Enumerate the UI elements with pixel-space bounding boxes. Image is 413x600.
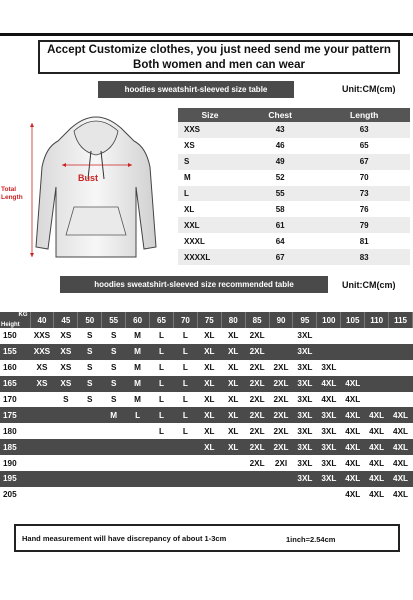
length-header: Length	[318, 108, 410, 122]
chest-cell: 61	[242, 217, 318, 233]
size-cell: XXXXL	[178, 249, 242, 265]
size-recommendation-cell	[389, 376, 413, 392]
size-recommendation-cell: 4XL	[341, 471, 365, 487]
rec-row	[0, 344, 413, 360]
size-recommendation-cell	[126, 471, 150, 487]
size-recommendation-cell: 4XL	[341, 392, 365, 408]
size-recommendation-cell	[221, 487, 245, 503]
weight-header: 110	[365, 312, 389, 328]
size-recommendation-cell: XXS	[30, 328, 54, 344]
size-recommendation-cell: M	[102, 407, 126, 423]
size-recommendation-cell: XL	[221, 344, 245, 360]
length-cell: 70	[318, 170, 410, 186]
size-recommendation-cell: 4XL	[389, 487, 413, 503]
size-recommendation-cell: L	[173, 392, 197, 408]
size-recommendation-cell: 3XL	[317, 407, 341, 423]
size-recommendation-cell: 4XL	[341, 407, 365, 423]
chest-cell: 55	[242, 186, 318, 202]
size-recommendation-cell: L	[150, 360, 174, 376]
size-recommendation-cell: S	[102, 376, 126, 392]
size-recommendation-cell	[365, 376, 389, 392]
length-cell: 83	[318, 249, 410, 265]
top-divider	[0, 33, 413, 36]
size-recommendation-cell: S	[78, 328, 102, 344]
size-recommendation-cell: 4XL	[341, 423, 365, 439]
size-recommendation-cell: XS	[54, 376, 78, 392]
size-recommendation-cell: 2XL	[269, 439, 293, 455]
size-recommendation-cell	[173, 471, 197, 487]
size-recommendation-cell	[173, 455, 197, 471]
size-recommendation-cell: L	[173, 423, 197, 439]
size-recommendation-cell: 3XL	[293, 471, 317, 487]
weight-header: 75	[197, 312, 221, 328]
size-recommendation-cell: 3XL	[317, 471, 341, 487]
size-recommendation-cell	[126, 423, 150, 439]
size-recommendation-cell: L	[150, 344, 174, 360]
size-recommendation-cell	[78, 455, 102, 471]
size-recommendation-cell	[150, 487, 174, 503]
size-recommendation-cell: 2XL	[245, 344, 269, 360]
size-recommendation-cell: XL	[197, 439, 221, 455]
size-recommendation-cell	[173, 487, 197, 503]
size-recommendation-cell: 2XL	[269, 407, 293, 423]
size-row	[178, 186, 410, 202]
size-recommendation-cell	[365, 344, 389, 360]
size-recommendation-cell: XL	[221, 328, 245, 344]
size-recommendation-cell	[269, 487, 293, 503]
size-recommendation-cell	[269, 344, 293, 360]
rec-table-unit: Unit:CM(cm)	[342, 280, 396, 290]
size-recommendation-cell	[269, 471, 293, 487]
inch-conversion-note: 1inch=2.54cm	[286, 535, 336, 544]
length-cell: 81	[318, 233, 410, 249]
weight-header: 50	[78, 312, 102, 328]
size-recommendation-cell	[78, 471, 102, 487]
rec-row	[0, 471, 413, 487]
size-recommendation-cell: 2XL	[245, 407, 269, 423]
size-recommendation-cell: 3XL	[317, 439, 341, 455]
size-recommendation-cell	[173, 439, 197, 455]
size-recommendation-cell	[54, 487, 78, 503]
length-cell: 63	[318, 122, 410, 138]
size-recommendation-cell: S	[78, 376, 102, 392]
weight-header: 115	[389, 312, 413, 328]
size-row	[178, 170, 410, 186]
size-recommendation-cell	[317, 344, 341, 360]
size-recommendation-cell	[102, 471, 126, 487]
total-label-line-2: Length	[1, 194, 23, 201]
size-recommendation-cell	[54, 423, 78, 439]
rec-table-tag: hoodies sweatshirt-sleeved size recommended table	[60, 276, 328, 293]
size-cell: S	[178, 154, 242, 170]
size-recommendation-cell	[126, 487, 150, 503]
size-recommendation-cell	[54, 471, 78, 487]
hoodie-diagram	[18, 107, 170, 265]
hoodie-illustration	[18, 107, 170, 265]
size-recommendation-cell: L	[173, 360, 197, 376]
size-recommendation-cell	[54, 439, 78, 455]
size-recommendation-cell: XL	[197, 392, 221, 408]
size-cell: M	[178, 170, 242, 186]
chest-cell: 43	[242, 122, 318, 138]
size-recommendation-cell: S	[78, 344, 102, 360]
rec-row	[0, 360, 413, 376]
chest-cell: 49	[242, 154, 318, 170]
size-recommendation-cell: S	[102, 392, 126, 408]
rec-table-header	[0, 312, 413, 328]
size-recommendation-cell	[150, 471, 174, 487]
size-recommendation-cell	[30, 423, 54, 439]
size-recommendation-cell: 4XL	[389, 407, 413, 423]
size-recommendation-cell: 4XL	[389, 455, 413, 471]
size-recommendation-cell: 4XL	[365, 487, 389, 503]
size-row	[178, 138, 410, 154]
measurement-note	[14, 524, 400, 552]
size-recommendation-cell: S	[78, 360, 102, 376]
size-recommendation-cell: 2XL	[269, 423, 293, 439]
size-recommendation-cell	[30, 439, 54, 455]
size-recommendation-cell: 4XL	[389, 471, 413, 487]
height-cell: 175	[0, 407, 30, 423]
size-recommendation-cell: XL	[197, 423, 221, 439]
size-recommendation-cell: 4XL	[365, 407, 389, 423]
size-recommendation-cell	[341, 328, 365, 344]
size-recommendation-cell: 2XL	[245, 360, 269, 376]
rec-row	[0, 407, 413, 423]
size-recommendation-cell: 2XL	[269, 392, 293, 408]
size-recommendation-cell: 3XL	[293, 392, 317, 408]
weight-header: 95	[293, 312, 317, 328]
size-recommendation-cell	[317, 487, 341, 503]
size-recommendation-cell	[102, 455, 126, 471]
size-recommendation-cell	[341, 360, 365, 376]
size-recommendation-cell: XL	[197, 360, 221, 376]
height-cell: 170	[0, 392, 30, 408]
size-table-unit: Unit:CM(cm)	[342, 84, 396, 94]
size-recommendation-cell: XL	[221, 392, 245, 408]
rec-row	[0, 392, 413, 408]
chest-cell: 64	[242, 233, 318, 249]
size-recommendation-cell: L	[150, 376, 174, 392]
size-recommendation-cell: 2XL	[269, 376, 293, 392]
size-recommendation-cell	[197, 471, 221, 487]
total-label-line-1: Total	[1, 186, 17, 193]
size-recommendation-cell: 3XL	[293, 423, 317, 439]
height-cell: 180	[0, 423, 30, 439]
size-row	[178, 233, 410, 249]
size-table	[178, 108, 410, 265]
length-cell: 73	[318, 186, 410, 202]
chest-cell: 46	[242, 138, 318, 154]
size-header: Size	[178, 108, 242, 122]
size-recommendation-cell: XS	[30, 376, 54, 392]
height-cell: 165	[0, 376, 30, 392]
size-recommendation-cell: 4XL	[341, 487, 365, 503]
rec-row	[0, 487, 413, 503]
size-cell: XXS	[178, 122, 242, 138]
size-recommendation-cell: M	[126, 344, 150, 360]
size-recommendation-cell: L	[150, 328, 174, 344]
rec-row	[0, 376, 413, 392]
size-recommendation-cell: 4XL	[389, 439, 413, 455]
size-cell: L	[178, 186, 242, 202]
size-table-tag: hoodies sweatshirt-sleeved size table	[98, 81, 294, 98]
size-recommendation-cell	[78, 423, 102, 439]
size-recommendation-cell	[150, 439, 174, 455]
chest-cell: 52	[242, 170, 318, 186]
size-recommendation-cell: XL	[221, 423, 245, 439]
size-recommendation-cell: L	[150, 392, 174, 408]
size-recommendation-cell: 4XL	[365, 439, 389, 455]
size-recommendation-cell: 3XL	[293, 455, 317, 471]
size-table-header	[178, 108, 410, 122]
weight-header: 65	[150, 312, 174, 328]
size-recommendation-cell	[269, 328, 293, 344]
size-recommendation-cell	[389, 392, 413, 408]
chest-header: Chest	[242, 108, 318, 122]
height-label: Height	[1, 322, 20, 328]
size-cell: XL	[178, 201, 242, 217]
size-recommendation-cell: 3XL	[293, 407, 317, 423]
height-cell: 150	[0, 328, 30, 344]
height-cell: 190	[0, 455, 30, 471]
size-recommendation-cell: 3XL	[293, 328, 317, 344]
size-recommendation-cell: XS	[54, 344, 78, 360]
size-recommendation-cell: 3XL	[317, 360, 341, 376]
size-recommendation-cell	[30, 407, 54, 423]
size-recommendation-cell	[102, 439, 126, 455]
length-cell: 76	[318, 201, 410, 217]
size-row	[178, 201, 410, 217]
size-recommendation-cell	[365, 392, 389, 408]
recommended-size-table	[0, 312, 413, 503]
size-recommendation-cell: 4XL	[365, 423, 389, 439]
size-recommendation-cell	[389, 344, 413, 360]
size-recommendation-cell	[78, 407, 102, 423]
weight-header: 85	[245, 312, 269, 328]
size-recommendation-cell: L	[173, 407, 197, 423]
rec-row	[0, 455, 413, 471]
size-recommendation-cell: L	[173, 344, 197, 360]
size-recommendation-cell: S	[78, 392, 102, 408]
size-recommendation-cell: 2XL	[245, 392, 269, 408]
height-cell: 155	[0, 344, 30, 360]
size-recommendation-cell	[102, 487, 126, 503]
size-recommendation-cell: L	[173, 328, 197, 344]
size-recommendation-cell: 2XL	[245, 439, 269, 455]
size-recommendation-cell	[197, 455, 221, 471]
size-recommendation-cell	[365, 328, 389, 344]
size-recommendation-cell: 3XL	[317, 423, 341, 439]
weight-header: 100	[317, 312, 341, 328]
size-cell: XS	[178, 138, 242, 154]
size-recommendation-cell	[126, 439, 150, 455]
size-row	[178, 217, 410, 233]
weight-header: 55	[102, 312, 126, 328]
size-recommendation-cell	[341, 344, 365, 360]
height-cell: 205	[0, 487, 30, 503]
size-recommendation-cell: 2XL	[245, 376, 269, 392]
size-recommendation-cell: XXS	[30, 344, 54, 360]
size-recommendation-cell: XL	[197, 328, 221, 344]
size-row	[178, 122, 410, 138]
size-recommendation-cell	[126, 455, 150, 471]
customize-banner	[38, 40, 400, 74]
height-cell: 160	[0, 360, 30, 376]
size-recommendation-cell: XL	[221, 360, 245, 376]
size-recommendation-cell: 3XL	[293, 439, 317, 455]
size-recommendation-cell	[78, 487, 102, 503]
size-recommendation-cell: 4XL	[365, 471, 389, 487]
size-recommendation-cell: 3XL	[317, 455, 341, 471]
size-row	[178, 154, 410, 170]
size-recommendation-cell	[389, 328, 413, 344]
length-cell: 65	[318, 138, 410, 154]
size-recommendation-cell	[389, 360, 413, 376]
size-recommendation-cell	[221, 471, 245, 487]
size-recommendation-cell: S	[102, 328, 126, 344]
length-cell: 79	[318, 217, 410, 233]
weight-header: 90	[269, 312, 293, 328]
weight-header: 40	[30, 312, 54, 328]
size-recommendation-cell: L	[150, 423, 174, 439]
size-recommendation-cell	[150, 455, 174, 471]
size-recommendation-cell	[30, 487, 54, 503]
size-recommendation-cell: 4XL	[341, 376, 365, 392]
size-recommendation-cell: S	[102, 360, 126, 376]
size-recommendation-cell	[197, 487, 221, 503]
height-cell: 195	[0, 471, 30, 487]
size-recommendation-cell: 2XI	[269, 455, 293, 471]
total-length-label	[1, 186, 23, 202]
size-recommendation-cell: 3XL	[293, 376, 317, 392]
size-recommendation-cell: 2XL	[245, 455, 269, 471]
size-recommendation-cell: XL	[221, 439, 245, 455]
size-recommendation-cell: 4XL	[317, 392, 341, 408]
size-recommendation-cell: 2XL	[245, 423, 269, 439]
size-row	[178, 249, 410, 265]
size-recommendation-cell: XL	[197, 376, 221, 392]
size-recommendation-cell	[293, 487, 317, 503]
size-recommendation-cell: S	[54, 392, 78, 408]
chest-cell: 67	[242, 249, 318, 265]
weight-header: 80	[221, 312, 245, 328]
size-recommendation-cell	[54, 455, 78, 471]
size-recommendation-cell: M	[126, 328, 150, 344]
size-recommendation-cell	[78, 439, 102, 455]
size-recommendation-cell	[30, 392, 54, 408]
weight-header: 60	[126, 312, 150, 328]
size-recommendation-cell	[30, 455, 54, 471]
rec-row	[0, 439, 413, 455]
weight-header: 70	[173, 312, 197, 328]
size-recommendation-cell: 4XL	[365, 455, 389, 471]
size-recommendation-cell	[365, 360, 389, 376]
size-recommendation-cell: 2XL	[245, 328, 269, 344]
bust-label: Bust	[78, 173, 98, 183]
size-recommendation-cell	[102, 423, 126, 439]
weight-header: 105	[341, 312, 365, 328]
rec-corner	[0, 312, 30, 328]
size-recommendation-cell: XS	[54, 328, 78, 344]
size-recommendation-cell: XL	[221, 407, 245, 423]
size-recommendation-cell: M	[126, 376, 150, 392]
weight-header: 45	[54, 312, 78, 328]
size-recommendation-cell: 4XL	[341, 439, 365, 455]
size-recommendation-cell: XL	[221, 376, 245, 392]
size-recommendation-cell: 4XL	[389, 423, 413, 439]
size-recommendation-cell: 4XL	[341, 455, 365, 471]
size-cell: XXXL	[178, 233, 242, 249]
kg-label: KG	[18, 312, 28, 318]
size-recommendation-cell: 3XL	[293, 360, 317, 376]
banner-line-2: Both women and men can wear	[133, 59, 305, 71]
size-recommendation-cell: 4XL	[317, 376, 341, 392]
discrepancy-note: Hand measurement will have discrepancy of about 1-3cm	[22, 534, 227, 543]
size-cell: XXL	[178, 217, 242, 233]
size-recommendation-cell	[317, 328, 341, 344]
size-recommendation-cell: 2XL	[269, 360, 293, 376]
size-recommendation-cell: L	[126, 407, 150, 423]
rec-row	[0, 423, 413, 439]
size-recommendation-cell: M	[126, 360, 150, 376]
size-recommendation-cell	[54, 407, 78, 423]
size-recommendation-cell: M	[126, 392, 150, 408]
size-recommendation-cell: 3XL	[293, 344, 317, 360]
height-cell: 185	[0, 439, 30, 455]
chest-cell: 58	[242, 201, 318, 217]
rec-row	[0, 328, 413, 344]
size-recommendation-cell: XS	[30, 360, 54, 376]
size-recommendation-cell: XL	[197, 407, 221, 423]
length-cell: 67	[318, 154, 410, 170]
size-recommendation-cell: XS	[54, 360, 78, 376]
size-recommendation-cell	[221, 455, 245, 471]
size-recommendation-cell: L	[150, 407, 174, 423]
size-recommendation-cell: XL	[197, 344, 221, 360]
banner-line-1: Accept Customize clothes, you just need send me your pattern	[47, 44, 391, 56]
size-recommendation-cell: S	[102, 344, 126, 360]
size-recommendation-cell	[245, 487, 269, 503]
size-recommendation-cell	[245, 471, 269, 487]
size-recommendation-cell	[30, 471, 54, 487]
size-recommendation-cell: L	[173, 376, 197, 392]
